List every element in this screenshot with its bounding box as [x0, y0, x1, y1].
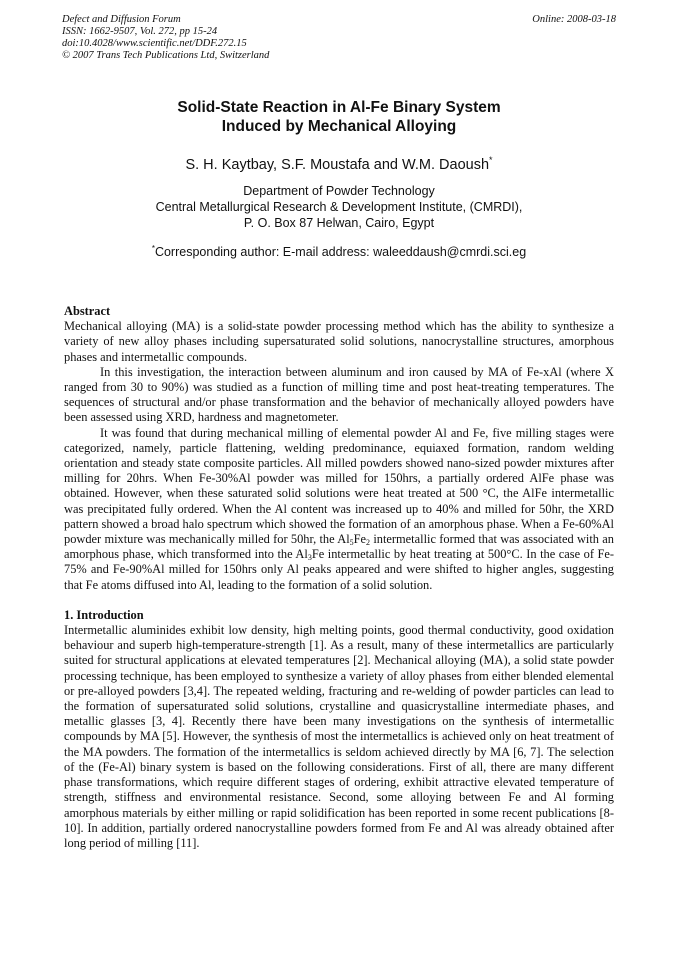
corresponding-mark: *	[489, 155, 493, 165]
abstract-text-d: Fe intermetallic by heat treating at 500°C. In the case of Fe-75% and Fe-90%Al milled for 150hrs only Al peaks appeared and were shifted to higher angles, suggesting that Fe atoms diffused into Al, leading to the formation of a solid solution.	[64, 547, 614, 592]
online-date: Online: 2008-03-18	[532, 14, 616, 25]
journal-name: Defect and Diffusion Forum	[62, 14, 181, 25]
paper-title	[0, 98, 678, 136]
affiliation-line-1: Department of Powder Technology	[243, 184, 435, 198]
subscript-5: 5	[349, 538, 354, 548]
title-line-2: Induced by Mechanical Alloying	[221, 118, 457, 135]
abstract-paragraph-3	[64, 426, 614, 593]
title-line-1: Solid-State Reaction in Al-Fe Binary System	[177, 99, 501, 116]
affiliation-line-3: P. O. Box 87 Helwan, Cairo, Egypt	[243, 216, 435, 230]
author-list	[0, 151, 678, 174]
paper-body	[64, 304, 614, 851]
affiliation	[0, 183, 678, 231]
subscript-3: 3	[307, 553, 312, 563]
issn-line: ISSN: 1662-9507, Vol. 272, pp 15-24	[62, 26, 218, 37]
introduction-paragraph-1: Intermetallic aluminides exhibit low density, high melting points, good thermal conductivity, good oxidation behaviour and superb high-temperature-strength [1]. As a result, many of these intermetallics are particularly suited for structural applications at elevated temperatures [2]. Mechanical alloying (MA), a solid state powder processing technique, has been employed to synthesize a variety of alloy phases from either blended elemental or pre-alloyed powders [3,4]. The repeated welding, fracturing and re-welding of powder particles can lead to the formation of supersaturated solid solutions, crystalline and quasicrystalline intermediate phases, and metallic glasses [3, 4]. Recently there have been many investigations on the synthesis of intermetallic compounds by MA [5]. However, the synthesis of most the intermetallics is achieved only on heat treatment of the MA powders. The formation of the intermetallics is seldom achieved directly by MA [6, 7]. The selection of the (Fe-Al) binary system is based on the following considerations. First of all, there are many different phase transformations, which require different stages of ordering, exhibit attractive elevated temperature of strength, stiffness and environmental resistance. Second, some alloying between Fe and Al forming amorphous materials by either milling or rapid solidification has been reported in some recent publications [8-10]. In addition, partially ordered nanocrystalline powders formed from Fe and Al was already obtained after long period of milling [11].	[64, 623, 614, 850]
affiliation-line-2: Central Metallurgical Research & Development Institute, (CMRDI),	[155, 200, 523, 214]
publication-info	[62, 14, 269, 62]
abstract-paragraph-2: In this investigation, the interaction between aluminum and iron caused by MA of Fe-xAl (where X ranged from 30 to 90%) was studied as a function of milling time and post heat-treating temperatures. The sequences of structural and/or phase transformation and the behavior of mechanically alloyed powders have been assessed using XRD, hardness and magnetometer.	[64, 364, 614, 425]
abstract-paragraph-1: Mechanical alloying (MA) is a solid-state powder processing method which has the ability to synthesize a variety of new alloy phases including supersaturated solid solutions, nanocrystalline structures, amorphous phases and intermetallic compounds.	[64, 319, 614, 364]
section-gap	[64, 593, 614, 608]
abstract-text-a: It was found that during mechanical milling of elemental powder Al and Fe, five milling stages were categorized, namely, particle flattening, welding predominance, equiaxed formation, random welding orientation and steady state composite particles. All milled powders showed nano-sized powder mixtures after milling for 20hrs. When Fe-30%Al powder was milled for 150hrs, a partially ordered AlFe phase was obtained. However, when these saturated solid solutions were heat treated at 500 °C, the AlFe intermetallic was precipitated fully ordered. When the Al content was increased up to 40% and milled for 50hr, the XRD pattern showed a broad halo spectrum which showed the formation of an amorphous phase. When a Fe-60%Al powder mixture was mechanically milled for 50hr, the Al	[64, 425, 614, 547]
abstract-text-c: intermetallic formed that was associated with an amorphous phase, which transformed into the Al	[64, 532, 614, 562]
author-names: S. H. Kaytbay, S.F. Moustafa and W.M. Daoush	[185, 157, 490, 173]
doi-line: doi:10.4028/www.scientific.net/DDF.272.15	[62, 38, 247, 49]
abstract-heading: Abstract	[64, 304, 111, 318]
introduction-heading: 1. Introduction	[64, 607, 144, 622]
copyright-line: © 2007 Trans Tech Publications Ltd, Switzerland	[62, 50, 270, 61]
abstract-text-b: Fe	[353, 532, 367, 547]
corresponding-footnote-mark: *	[151, 244, 155, 253]
subscript-2: 2	[366, 538, 371, 548]
corresponding-author	[0, 241, 678, 260]
corresponding-email-text: Corresponding author: E-mail address: waleeddaush@cmrdi.sci.eg	[154, 245, 527, 259]
